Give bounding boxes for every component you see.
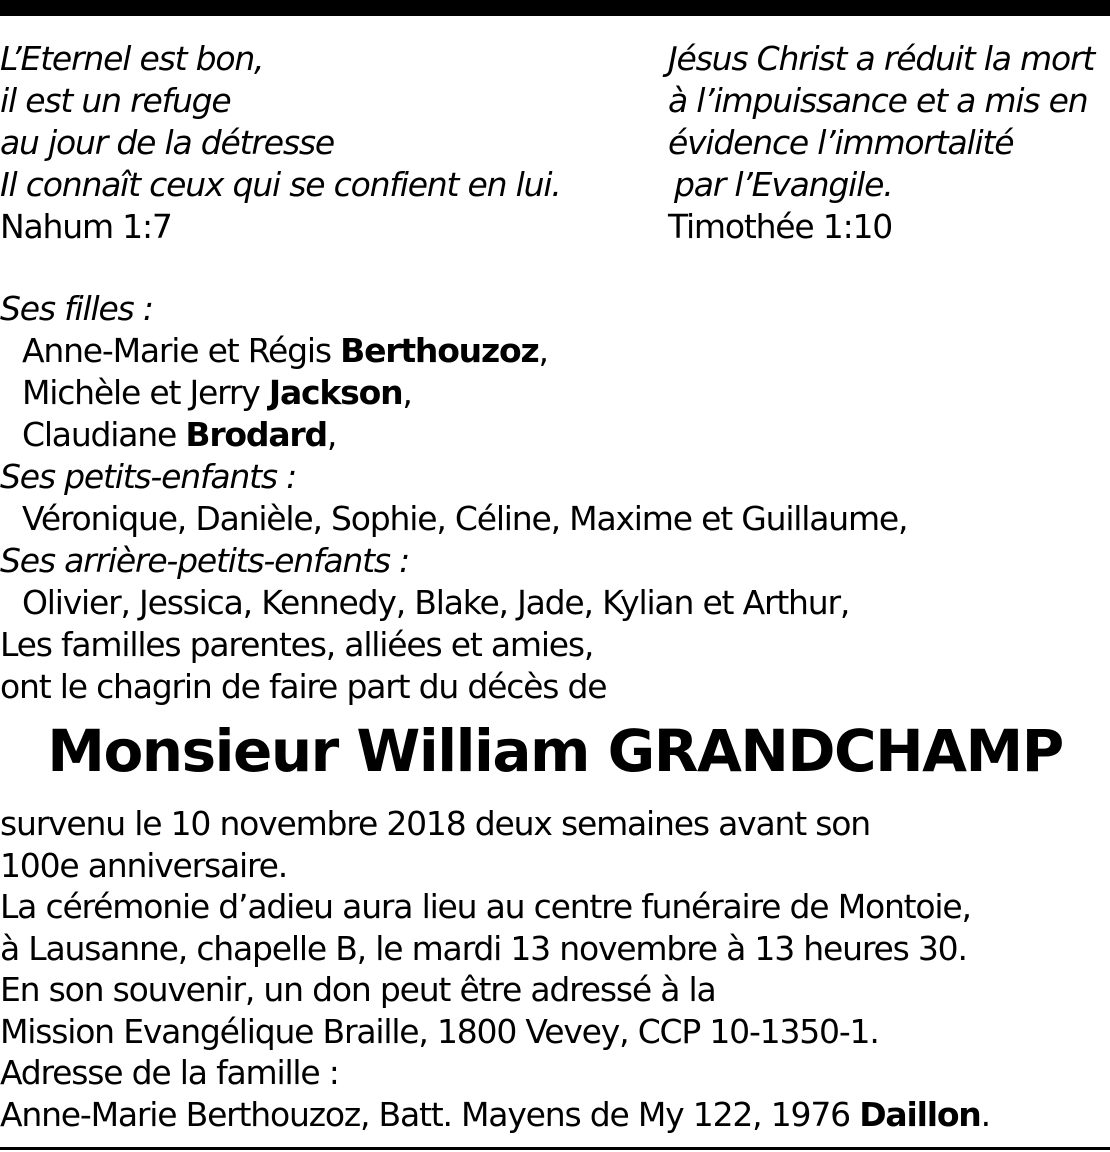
top-rule (0, 0, 1110, 16)
verse-line: au jour de la détresse (0, 123, 334, 162)
relatives-line: Les familles parentes, alliées et amies, (0, 625, 594, 664)
punctuation: , (326, 415, 337, 454)
ceremony-details (0, 803, 990, 1135)
punctuation: , (538, 331, 548, 370)
detail-line: à Lausanne, chapelle B, le mardi 13 novembre à 13 heures 30. (0, 928, 967, 968)
announcement-line: ont le chagrin de faire part du décès de (0, 667, 607, 706)
detail-line: Adresse de la famille : (0, 1053, 339, 1092)
surname: Brodard (185, 415, 327, 454)
bottom-rule (0, 1147, 1110, 1150)
detail-line: En son souvenir, un don peut être adressé à la (0, 970, 716, 1009)
given-names: Anne-Marie et Régis (22, 331, 341, 370)
verse-line: il est un refuge (0, 81, 231, 120)
verse-reference: Nahum 1:7 (0, 207, 172, 246)
surname: Berthouzoz (340, 331, 539, 370)
verse-right (668, 38, 1094, 248)
verse-reference: Timothée 1:10 (668, 207, 893, 246)
verse-line: Jésus Christ a réduit la mort (668, 39, 1095, 78)
family-address (0, 1094, 990, 1136)
verse-left (0, 38, 561, 248)
detail-line: La cérémonie d’adieu aura lieu au centre funéraire de Montoie, (0, 887, 971, 926)
given-names: Claudiane (22, 415, 186, 454)
grandchildren-names: Véronique, Danièle, Sophie, Céline, Maxime et Guillaume, (22, 499, 908, 538)
daughter-entry (0, 330, 907, 372)
detail-line: survenu le 10 novembre 2018 deux semaines avant son (0, 804, 870, 843)
verse-line: à l’impuissance et a mis en (668, 81, 1088, 120)
address-text: Anne-Marie Berthouzoz, Batt. Mayens de My 122, 1976 (0, 1094, 860, 1134)
surname: Jackson (268, 373, 403, 412)
address-locality: Daillon (859, 1094, 981, 1134)
detail-line: Mission Evangélique Braille, 1800 Vevey, CCP 10-1350-1. (0, 1011, 879, 1051)
punctuation: , (402, 373, 412, 412)
detail-line: 100e anniversaire. (0, 845, 288, 885)
verse-line: évidence l’immortalité (668, 123, 1014, 162)
great-grandchildren-heading: Ses arrière-petits-enfants : (0, 541, 410, 580)
great-grandchildren-names: Olivier, Jessica, Kennedy, Blake, Jade, Kylian et Arthur, (22, 583, 850, 622)
punctuation: . (980, 1094, 990, 1134)
verse-line: L’Eternel est bon, (0, 39, 264, 78)
daughter-entry (0, 372, 907, 414)
verse-line: Il connaît ceux qui se confient en lui. (0, 165, 561, 204)
verse-line: par l’Evangile. (674, 165, 893, 204)
family-list (0, 288, 907, 708)
grandchildren-heading: Ses petits-enfants : (0, 457, 297, 496)
daughters-heading: Ses filles : (0, 289, 153, 328)
daughter-entry (0, 414, 907, 456)
given-names: Michèle et Jerry (22, 373, 269, 412)
deceased-name: Monsieur William GRANDCHAMP (47, 717, 1063, 785)
